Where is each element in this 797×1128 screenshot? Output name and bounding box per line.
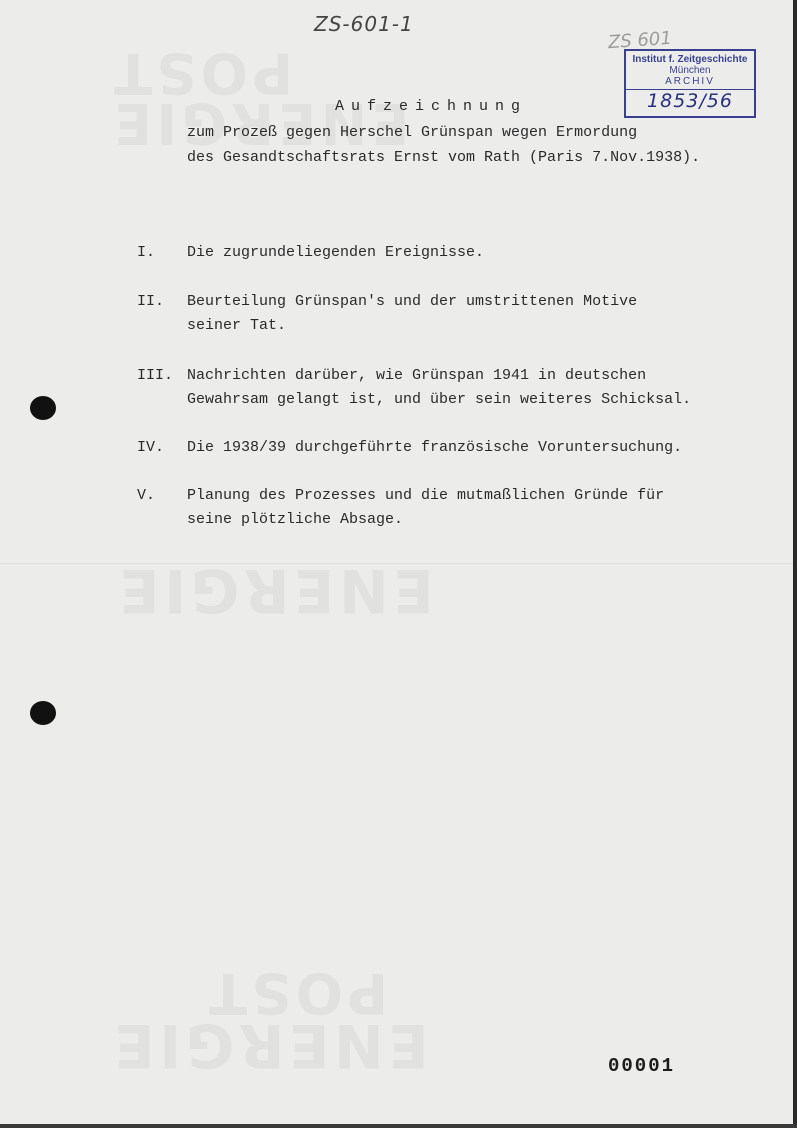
stamp-number: 1853/56 — [647, 90, 733, 112]
watermark-bottom-energie — [110, 1010, 429, 1080]
punch-hole-upper — [30, 396, 56, 420]
toc-number: V. — [137, 487, 156, 504]
document-title: Aufzeichnung — [335, 98, 528, 115]
watermark-mid-energie — [115, 555, 434, 625]
toc-text-continued: seine plötzliche Absage. — [187, 511, 404, 528]
stamp-city: München — [669, 65, 711, 76]
subtitle-line-2: des Gesandtschaftsrats Ernst vom Rath (Paris 7.Nov.1938). — [187, 149, 701, 166]
stamp-institute: Institut f. Zeitgeschichte — [632, 54, 748, 65]
page-number: 00001 — [608, 1055, 676, 1077]
toc-text-continued: seiner Tat. — [187, 317, 287, 334]
pencil-reference: ZS 601 — [607, 27, 673, 54]
page-edge-right — [793, 0, 797, 1128]
toc-text: Nachrichten darüber, wie Grünspan 1941 in deutschen — [187, 367, 647, 384]
toc-number: IV. — [137, 439, 165, 456]
archive-stamp — [624, 49, 756, 118]
punch-hole-lower — [30, 701, 56, 725]
toc-text: Beurteilung Grünspan's und der umstrittenen Motive — [187, 293, 638, 310]
toc-number: I. — [137, 244, 156, 261]
toc-text: Planung des Prozesses und die mutmaßlichen Gründe für — [187, 487, 665, 504]
page-edge-bottom — [0, 1124, 797, 1128]
toc-text-continued: Gewahrsam gelangt ist, und über sein weiteres Schicksal. — [187, 391, 692, 408]
stamp-archive: ARCHIV — [665, 76, 715, 87]
toc-number: II. — [137, 293, 165, 310]
subtitle-line-1: zum Prozeß gegen Herschel Grünspan wegen Ermordung — [187, 124, 638, 141]
toc-number: III. — [137, 367, 174, 384]
toc-text: Die 1938/39 durchgeführte französische Voruntersuchung. — [187, 439, 683, 456]
handwritten-reference: ZS-601-1 — [314, 12, 414, 36]
toc-text: Die zugrundeliegenden Ereignisse. — [187, 244, 485, 261]
